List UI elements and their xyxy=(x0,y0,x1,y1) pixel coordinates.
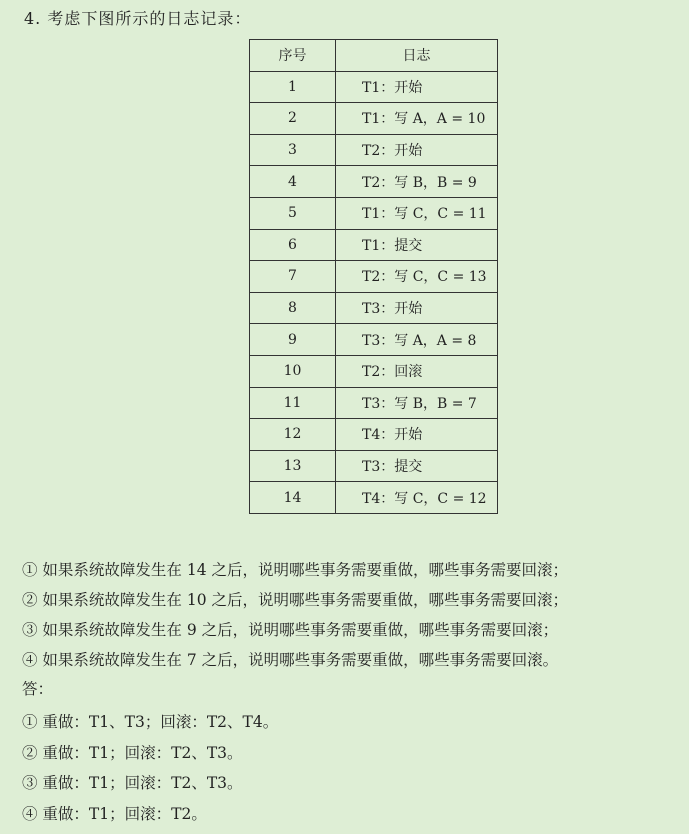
row-log: T1：写 C，C = 11 xyxy=(336,197,498,229)
row-log: T3：开始 xyxy=(336,292,498,324)
row-seq: 5 xyxy=(250,197,336,229)
answer-item: ② 重做：T1；回滚：T2、T3。 xyxy=(22,743,243,762)
row-seq: 13 xyxy=(250,450,336,482)
row-log: T2：开始 xyxy=(336,134,498,166)
table-row xyxy=(250,355,498,387)
table-row xyxy=(250,134,498,166)
answer-item: ③ 重做：T1；回滚：T2、T3。 xyxy=(22,774,243,792)
answer-item: ① 重做：T1、T3；回滚：T2、T4。 xyxy=(22,713,279,731)
table-row xyxy=(250,197,498,229)
answer-list xyxy=(22,707,278,829)
table-row xyxy=(250,450,498,482)
row-log: T2：回滚 xyxy=(336,355,498,387)
header-log: 日志 xyxy=(336,40,498,72)
answer-item: ④ 重做：T1；回滚：T2。 xyxy=(22,804,207,823)
table-row xyxy=(250,419,498,451)
table-row xyxy=(250,261,498,293)
table-row xyxy=(250,292,498,324)
table-row xyxy=(250,166,498,198)
row-log: T1：开始 xyxy=(336,71,498,103)
log-table xyxy=(249,39,498,514)
row-log: T1：写 A，A = 10 xyxy=(336,103,498,135)
row-seq: 9 xyxy=(250,324,336,356)
row-seq: 14 xyxy=(250,482,336,514)
table-row xyxy=(250,229,498,261)
table-header-row xyxy=(250,40,498,72)
row-seq: 7 xyxy=(250,261,336,293)
table-row xyxy=(250,103,498,135)
row-seq: 8 xyxy=(250,292,336,324)
table-row xyxy=(250,482,498,514)
question-item: ④ 如果系统故障发生在 7 之后，说明哪些事务需要重做，哪些事务需要回滚。 xyxy=(22,651,559,669)
question-item: ① 如果系统故障发生在 14 之后，说明哪些事务需要重做，哪些事务需要回滚； xyxy=(22,561,569,579)
question-title: 4. 考虑下图所示的日志记录： xyxy=(24,9,252,28)
table-row xyxy=(250,387,498,419)
question-item: ② 如果系统故障发生在 10 之后，说明哪些事务需要重做，哪些事务需要回滚； xyxy=(22,591,569,609)
header-seq: 序号 xyxy=(250,40,336,72)
row-seq: 2 xyxy=(250,103,336,135)
row-log: T1：提交 xyxy=(336,229,498,261)
row-seq: 12 xyxy=(250,419,336,451)
row-seq: 11 xyxy=(250,387,336,419)
row-log: T3：提交 xyxy=(336,450,498,482)
row-log: T2：写 C，C = 13 xyxy=(336,261,498,293)
table-row xyxy=(250,71,498,103)
row-seq: 6 xyxy=(250,229,336,261)
question-list xyxy=(22,555,568,675)
row-seq: 4 xyxy=(250,166,336,198)
answer-label: 答： xyxy=(22,680,54,698)
row-log: T4：开始 xyxy=(336,419,498,451)
row-seq: 3 xyxy=(250,134,336,166)
question-item: ③ 如果系统故障发生在 9 之后，说明哪些事务需要重做，哪些事务需要回滚； xyxy=(22,621,559,639)
row-log: T2：写 B，B = 9 xyxy=(336,166,498,198)
row-log: T3：写 A，A = 8 xyxy=(336,324,498,356)
row-log: T3：写 B，B = 7 xyxy=(336,387,498,419)
row-log: T4：写 C，C = 12 xyxy=(336,482,498,514)
row-seq: 10 xyxy=(250,355,336,387)
row-seq: 1 xyxy=(250,71,336,103)
table-row xyxy=(250,324,498,356)
